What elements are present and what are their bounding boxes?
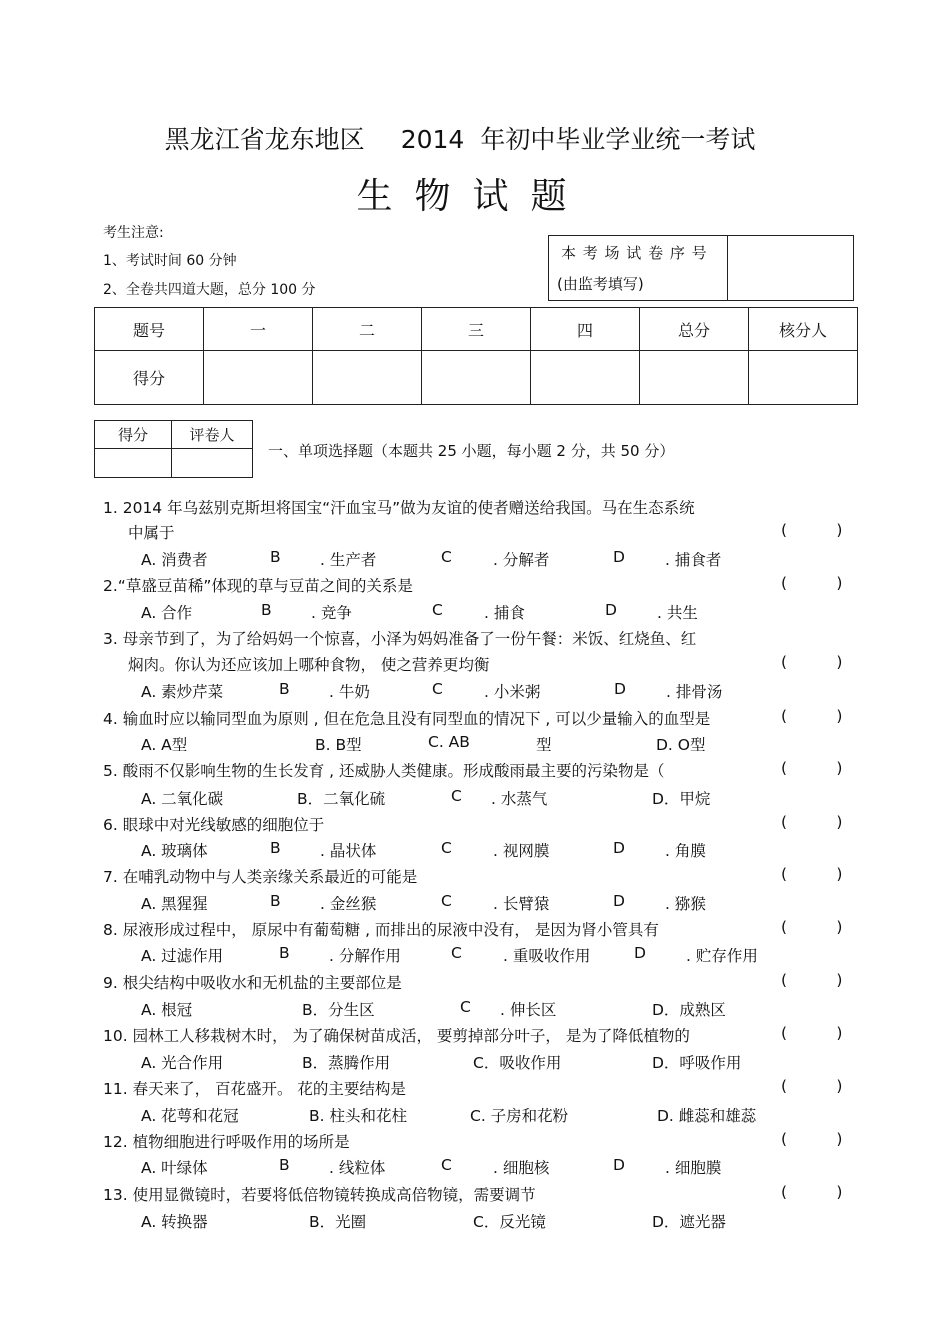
seat-number-label: 本 考 场 试 卷 序 号 <box>561 244 708 262</box>
option-text[interactable]: A. 转换器 <box>141 1213 208 1231</box>
option-text[interactable]: D．甲烷 <box>652 790 711 808</box>
option-text[interactable]: . 细胞膜 <box>665 1159 722 1177</box>
seat-number-label-cell <box>549 236 728 301</box>
option-text[interactable]: A. 根冠 <box>141 1001 193 1019</box>
notice-time: 1、考试时间 60 分钟 <box>103 253 237 269</box>
question-stem: 2.“草盛豆苗稀”体现的草与豆苗之间的关系是 <box>103 577 413 595</box>
option-text[interactable]: . 捕食 <box>484 604 525 622</box>
option-text[interactable]: C <box>451 787 462 805</box>
option-text[interactable]: B．分生区 <box>302 1001 375 1019</box>
option-text[interactable]: C．反光镜 <box>473 1213 546 1231</box>
answer-bracket[interactable]: ( ) <box>781 653 843 671</box>
option-text[interactable]: B. B型 <box>315 736 362 754</box>
option-text[interactable]: B <box>261 601 272 619</box>
subject-title: 生物试题 <box>356 176 589 217</box>
answer-bracket[interactable]: ( ) <box>781 521 843 539</box>
option-text[interactable]: D <box>634 944 646 962</box>
question-stem: 7. 在哺乳动物中与人类亲缘关系最近的可能是 <box>103 868 418 886</box>
option-text[interactable]: . 角膜 <box>665 842 706 860</box>
option-text[interactable]: B <box>270 548 281 566</box>
option-text[interactable]: D <box>613 892 625 910</box>
option-text[interactable]: . 分解者 <box>493 551 550 569</box>
option-text[interactable]: . 细胞核 <box>493 1159 550 1177</box>
option-text[interactable]: C <box>460 998 471 1016</box>
option-text[interactable]: . 重吸收作用 <box>503 947 591 965</box>
score-cell[interactable] <box>204 351 313 405</box>
answer-bracket[interactable]: ( ) <box>781 1183 843 1201</box>
option-text[interactable]: D. O型 <box>656 736 706 754</box>
option-text[interactable]: . 牛奶 <box>329 683 370 701</box>
question-stem: 3. 母亲节到了，为了给妈妈一个惊喜，小泽为妈妈准备了一份午餐：米饭、红烧鱼、红 <box>103 630 697 648</box>
option-text[interactable]: D <box>605 601 617 619</box>
score-table-header-row <box>95 308 858 351</box>
score-table-score-row <box>95 351 858 405</box>
notice-heading: 考生注意: <box>103 225 164 241</box>
option-text[interactable]: C <box>441 839 452 857</box>
answer-bracket[interactable]: ( ) <box>781 1024 843 1042</box>
option-text[interactable]: B <box>270 892 281 910</box>
option-text[interactable]: C. 子房和花粉 <box>470 1107 569 1125</box>
answer-bracket[interactable]: ( ) <box>781 574 843 592</box>
option-text[interactable]: . 伸长区 <box>500 1001 557 1019</box>
option-text[interactable]: . 共生 <box>657 604 698 622</box>
score-table-header: 四 <box>531 308 640 351</box>
question-stem-cont: 中属于 <box>128 524 175 542</box>
option-text[interactable]: D <box>613 1156 625 1174</box>
option-text[interactable]: A. 花萼和花冠 <box>141 1107 239 1125</box>
score-table <box>94 307 858 405</box>
option-text[interactable]: C. AB <box>428 733 470 751</box>
answer-bracket[interactable]: ( ) <box>781 865 843 883</box>
option-text[interactable]: D．成熟区 <box>652 1001 726 1019</box>
option-text[interactable]: A. 过滤作用 <box>141 947 224 965</box>
option-text[interactable]: C <box>432 680 443 698</box>
title-year: 2014 <box>400 125 465 154</box>
option-text[interactable]: . 线粒体 <box>329 1159 386 1177</box>
score-cell[interactable] <box>531 351 640 405</box>
option-text[interactable]: D．呼吸作用 <box>652 1054 742 1072</box>
score-cell[interactable] <box>422 351 531 405</box>
option-text[interactable]: B. 柱头和花柱 <box>309 1107 407 1125</box>
answer-bracket[interactable]: ( ) <box>781 918 843 936</box>
answer-bracket[interactable]: ( ) <box>781 813 843 831</box>
answer-bracket[interactable]: ( ) <box>781 707 843 725</box>
option-text[interactable]: . 金丝猴 <box>320 895 377 913</box>
score-table-header: 核分人 <box>749 308 858 351</box>
exam-title <box>0 120 920 156</box>
answer-bracket[interactable]: ( ) <box>781 971 843 989</box>
option-text[interactable]: . 长臂猿 <box>493 895 550 913</box>
grader-score-field[interactable] <box>95 449 172 478</box>
option-text[interactable]: . 小米粥 <box>484 683 541 701</box>
option-text[interactable]: A. 叶绿体 <box>141 1159 208 1177</box>
option-text[interactable]: . 贮存作用 <box>686 947 758 965</box>
question-stem: 11. 春天来了， 百花盛开。 花的主要结构是 <box>103 1080 406 1098</box>
option-text[interactable]: C <box>441 1156 452 1174</box>
option-text[interactable]: C <box>432 601 443 619</box>
score-table-header: 一 <box>204 308 313 351</box>
grader-name-field[interactable] <box>172 449 253 478</box>
option-text[interactable]: 型 <box>536 736 552 754</box>
score-cell[interactable] <box>749 351 858 405</box>
option-text[interactable]: . 视网膜 <box>493 842 550 860</box>
option-text[interactable]: . 排骨汤 <box>666 683 723 701</box>
score-cell[interactable] <box>640 351 749 405</box>
section-heading: 一、单项选择题（本题共 25 小题，每小题 2 分，共 50 分） <box>268 442 675 460</box>
question-stem-cont: 焖肉。你认为还应该加上哪种食物， 使之营养更均衡 <box>128 656 490 674</box>
question-stem: 13. 使用显微镜时，若要将低倍物镜转换成高倍物镜，需要调节 <box>103 1186 536 1204</box>
option-text[interactable]: . 生产者 <box>320 551 377 569</box>
option-text[interactable]: D．遮光器 <box>652 1213 726 1231</box>
question-stem: 10. 园林工人移栽树木时， 为了确保树苗成活， 要剪掉部分叶子， 是为了降低植物的 <box>103 1027 690 1045</box>
option-text[interactable]: . 分解作用 <box>329 947 401 965</box>
option-text[interactable]: B．蒸腾作用 <box>302 1054 391 1072</box>
option-text[interactable]: A. 消费者 <box>141 551 208 569</box>
option-text[interactable]: D <box>614 680 626 698</box>
question-stem: 6. 眼球中对光线敏感的细胞位于 <box>103 816 325 834</box>
option-text[interactable]: B <box>279 680 290 698</box>
option-text[interactable]: A. 二氧化碳 <box>141 790 224 808</box>
option-text[interactable]: D <box>613 548 625 566</box>
option-text[interactable]: C <box>441 548 452 566</box>
option-text[interactable]: B <box>279 1156 290 1174</box>
score-table-header: 三 <box>422 308 531 351</box>
option-text[interactable]: C <box>451 944 462 962</box>
option-text[interactable]: . 捕食者 <box>665 551 722 569</box>
option-text[interactable]: B．光圈 <box>309 1213 367 1231</box>
score-row-label: 得分 <box>95 351 204 405</box>
score-table-header: 题号 <box>95 308 204 351</box>
option-text[interactable]: C <box>441 892 452 910</box>
grader-score-label: 得分 <box>95 421 172 449</box>
answer-bracket[interactable]: ( ) <box>781 759 843 777</box>
option-text[interactable]: A. 素炒芹菜 <box>141 683 224 701</box>
question-stem: 9. 根尖结构中吸收水和无机盐的主要部位是 <box>103 974 402 992</box>
option-text[interactable]: C．吸收作用 <box>473 1054 562 1072</box>
option-text[interactable]: . 竞争 <box>311 604 352 622</box>
question-stem: 4. 输血时应以输同型血为原则 , 但在危急且没有同型血的情况下 , 可以少量输入的血型是 <box>103 710 711 728</box>
notice-total: 2、全卷共四道大题，总分 100 分 <box>103 282 316 298</box>
option-text[interactable]: . 猕猴 <box>665 895 706 913</box>
title-exam-name: 年初中毕业学业统一考试 <box>480 125 756 154</box>
seat-number-box <box>548 235 854 301</box>
option-text[interactable]: A. 光合作用 <box>141 1054 224 1072</box>
answer-bracket[interactable]: ( ) <box>781 1077 843 1095</box>
option-text[interactable]: A. A型 <box>141 736 188 754</box>
question-stem: 8. 尿液形成过程中， 原尿中有葡萄糖 , 而排出的尿液中没有， 是因为肾小管具有 <box>103 921 659 939</box>
score-cell[interactable] <box>313 351 422 405</box>
option-text[interactable]: D <box>613 839 625 857</box>
grader-name-label: 评卷人 <box>172 421 253 449</box>
option-text[interactable]: B <box>279 944 290 962</box>
question-stem: 5. 酸雨不仅影响生物的生长发育 , 还威胁人类健康。形成酸雨最主要的污染物是（ <box>103 762 665 780</box>
option-text[interactable]: . 水蒸气 <box>491 790 548 808</box>
question-stem: 1. 2014 年乌兹别克斯坦将国宝“汗血宝马”做为友谊的使者赠送给我国。马在生态系统 <box>103 499 695 517</box>
option-text[interactable]: D. 雌蕊和雄蕊 <box>657 1107 757 1125</box>
option-text[interactable]: B．二氧化硫 <box>297 790 386 808</box>
option-text[interactable]: . 晶状体 <box>320 842 377 860</box>
seat-number-field[interactable] <box>728 236 854 301</box>
option-text[interactable]: A. 合作 <box>141 604 193 622</box>
option-text[interactable]: B <box>270 839 281 857</box>
score-table-header: 总分 <box>640 308 749 351</box>
answer-bracket[interactable]: ( ) <box>781 1130 843 1148</box>
question-stem: 12. 植物细胞进行呼吸作用的场所是 <box>103 1133 350 1151</box>
score-table-header: 二 <box>313 308 422 351</box>
title-region: 黑龙江省龙东地区 <box>164 125 365 154</box>
grader-box <box>94 420 253 478</box>
option-text[interactable]: A. 黑猩猩 <box>141 895 208 913</box>
seat-number-note: (由监考填写) <box>557 275 644 293</box>
option-text[interactable]: A. 玻璃体 <box>141 842 208 860</box>
